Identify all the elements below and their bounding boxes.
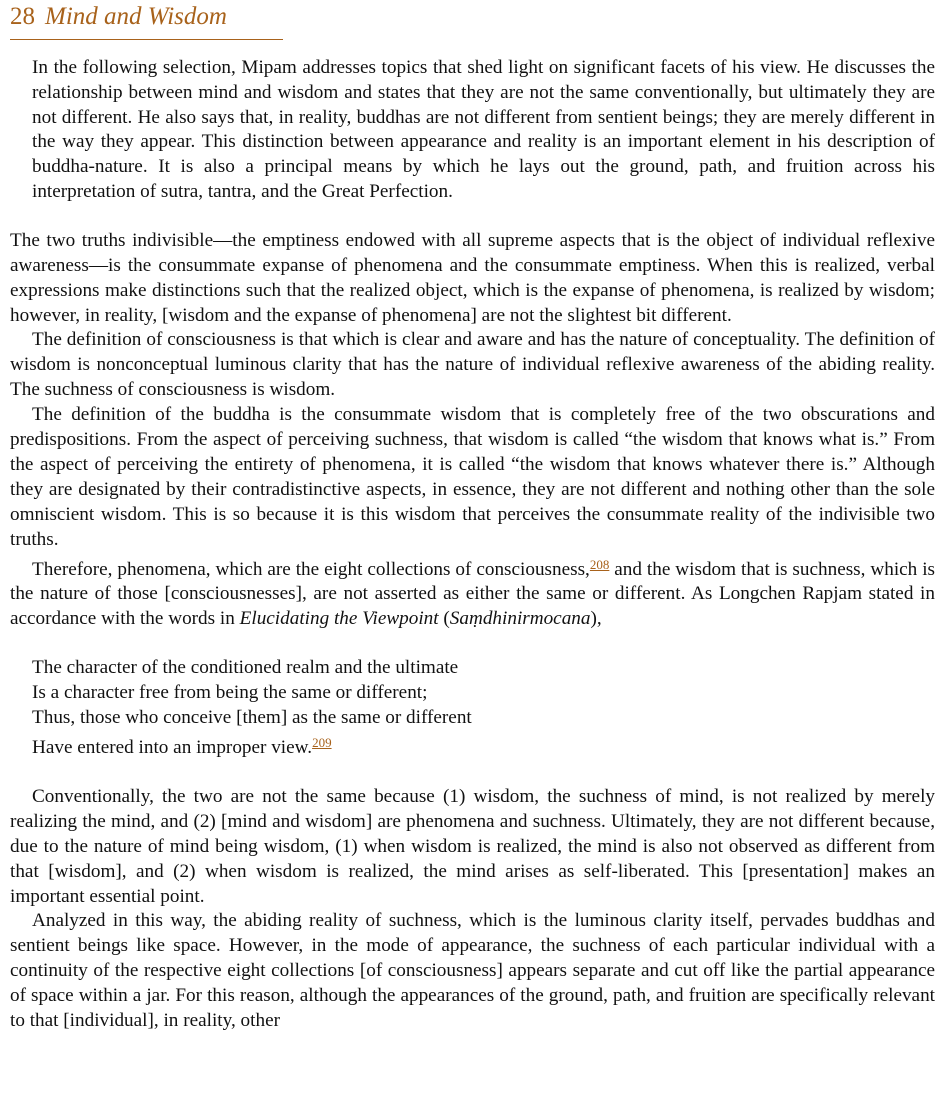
verse-line: Thus, those who conceive [them] as the same or different	[32, 707, 472, 729]
chapter-title: Mind and Wisdom	[45, 3, 227, 30]
footnote-link-208[interactable]: 208	[589, 556, 610, 572]
verse-quotation	[32, 656, 935, 761]
verse-line: Is a character free from being the same or different;	[32, 682, 428, 704]
verse-line: The character of the conditioned realm and the ultimate	[32, 657, 459, 679]
paragraph-consciousness-definition: The definition of consciousness is that which is clear and aware and has the nature of conceptuality. The definition of wisdom is nonconceptual luminous clarity that has the nature of individual reflexive awareness of the abiding reality. The suchness of consciousness is wisdom.	[10, 329, 935, 401]
sanskrit-title: Saṃdhinirmocana	[449, 608, 591, 630]
page	[10, 0, 935, 1034]
chapter-number: 28	[10, 3, 35, 30]
work-title: Elucidating the Viewpoint	[239, 608, 439, 630]
paragraph-buddha-definition: The definition of the buddha is the consummate wisdom that is completely free of the two obscurations and predispositions. From the aspect of perceiving suchness, that wisdom is called “the wisdom that knows what is.” From the aspect of perceiving the entirety of phenomena, it is called “the wisdom that knows whatever there is.” Although they are designated by their contradistinctive aspects, in essence, they are not different and nothing other than the sole omniscient wisdom. This is so because it is this wisdom that perceives the consummate reality of the indivisible two truths.	[10, 404, 935, 550]
paragraph-phenomena-wisdom: Therefore, phenomena, which are the eight collections of consciousness,$^{208}$ and the wisdom that is suchness, which is the nature of those [consciousnesses], are not asserted as either the same or different. As Longchen Rapjam stated in accordance with the words in Elucidating the Viewpoint (Saṃdhinirmocana),	[10, 556, 935, 630]
chapter-heading	[10, 0, 283, 40]
verse-line-last: Have entered into an improper view.$^{209}$	[32, 735, 332, 758]
chapter-introduction: In the following selection, Mipam addresses topics that shed light on significant facets of his view. He discusses the relationship between mind and wisdom and states that they are not the same conventionally, but ultimately they are not different. He also says that, in reality, buddhas are not different from sentient beings; they are merely different in the way they appear. This distinction between appearance and reality is an important element in his description of buddha-nature. It is also a principal means by which he lays out the ground, path, and fruition across his interpretation of sutra, tantra, and the Great Perfection.	[32, 57, 935, 202]
paragraph-two-truths: The two truths indivisible—the emptiness endowed with all supreme aspects that is the object of individual reflexive awareness—is the consummate expanse of phenomena and the consummate emptiness. When this is realized, verbal expressions make distinctions such that the realized object, which is the expanse of phenomena, is realized by wisdom; however, in reality, [wisdom and the expanse of phenomena] are not the slightest bit different.	[10, 229, 935, 326]
paragraph-abiding-reality: Analyzed in this way, the abiding reality of suchness, which is the luminous clarity itself, pervades buddhas and sentient beings like space. However, in the mode of appearance, the suchness of each particular individual with a continuity of the respective eight collections [of consciousness] appears separate and cut off like the partial appearance of space within a jar. For this reason, although the appearances of the ground, path, and fruition are specifically relevant to that [individual], in reality, other	[10, 910, 935, 1032]
paragraph-conventional-ultimate: Conventionally, the two are not the same because (1) wisdom, the suchness of mind, is not realized by merely realizing the mind, and (2) [mind and wisdom] are phenomena and suchness. Ultimately, they are not different because, due to the nature of mind being wisdom, (1) when wisdom is realized, the mind is also not observed as different from that [wisdom], and (2) when wisdom is realized, the mind arises as self-liberated. This [presentation] makes an important essential point.	[10, 785, 935, 907]
body-text	[10, 229, 935, 1034]
footnote-link-209[interactable]: 209	[312, 735, 332, 750]
